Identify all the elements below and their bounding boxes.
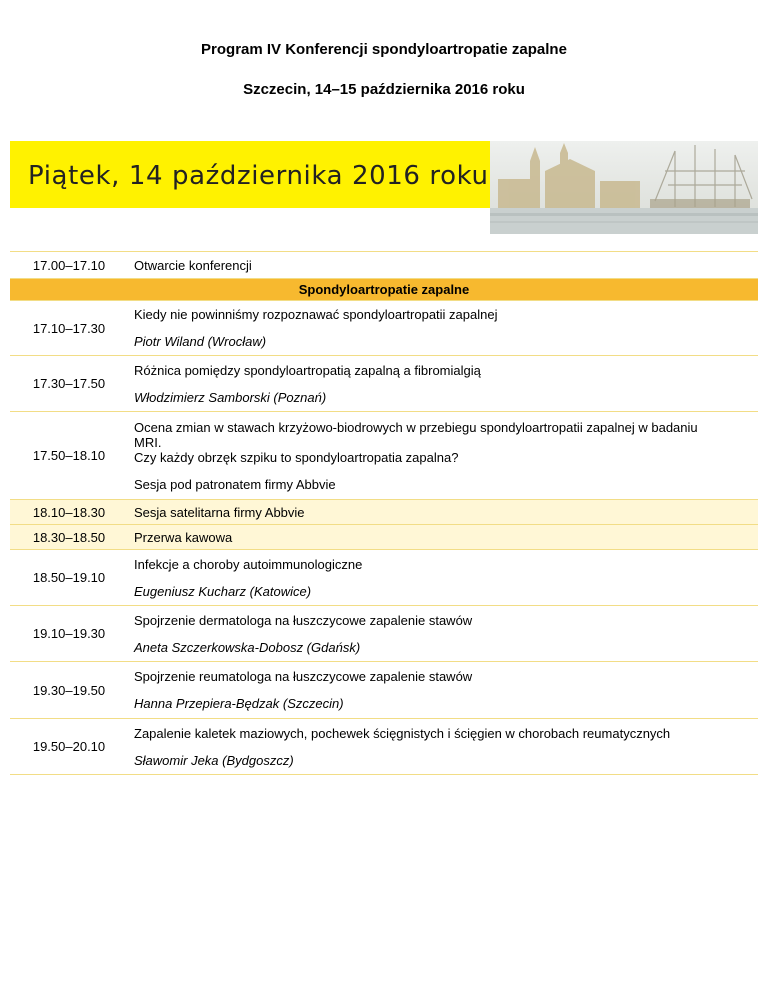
time-cell: 19.30–19.50 [10, 662, 128, 719]
talk-title: Kiedy nie powinniśmy rozpoznawać spondyloartropatii zapalnej [134, 307, 498, 322]
schedule-row [10, 500, 758, 525]
time-cell: 19.10–19.30 [10, 606, 128, 662]
schedule-row [10, 356, 758, 412]
talk-title: Spojrzenie dermatologa na łuszczycowe zapalenie stawów [134, 612, 473, 628]
time-cell: 17.00–17.10 [10, 252, 128, 279]
speaker-name: Sławomir Jeka (Bydgoszcz) [134, 752, 294, 768]
schedule-row [10, 525, 758, 550]
speaker-name: Eugeniusz Kucharz (Katowice) [134, 583, 312, 599]
day-banner [10, 141, 758, 234]
banner-yellow-strip [10, 141, 490, 208]
talk-title: Zapalenie kaletek maziowych, pochewek ścięgnistych i ścięgien w chorobach reumatycznych [134, 725, 671, 741]
schedule-row [10, 606, 758, 662]
talk-title-line: MRI. [134, 434, 162, 450]
section-title: Spondyloartropatie zapalne [10, 279, 758, 301]
time-cell: 19.50–20.10 [10, 719, 128, 775]
talk-title: Infekcje a choroby autoimmunologiczne [134, 556, 363, 572]
sponsor-note: Sesja pod patronatem firmy Abbvie [134, 476, 336, 492]
schedule-row [10, 301, 758, 356]
schedule-table [10, 251, 758, 775]
szczecin-skyline-image [490, 141, 758, 234]
schedule-row [10, 719, 758, 775]
schedule-row [10, 550, 758, 606]
schedule-row [10, 662, 758, 719]
speaker-name: Piotr Wiland (Wrocław) [134, 334, 267, 349]
session-text: Sesja satelitarna firmy Abbvie [128, 500, 758, 525]
banner-day-label: Piątek, 14 października 2016 roku [28, 161, 489, 191]
time-cell: 17.10–17.30 [10, 301, 128, 356]
talk-title-line: Ocena zmian w stawach krzyżowo-biodrowych w przebiegu spondyloartropatii zapalnej w badaniu [134, 419, 698, 435]
schedule-row [10, 252, 758, 279]
time-cell: 17.30–17.50 [10, 356, 128, 412]
time-cell: 18.50–19.10 [10, 550, 128, 606]
document-title: Program IV Konferencji spondyloartropatie zapalne [201, 41, 567, 58]
session-text: Otwarcie konferencji [128, 252, 758, 279]
schedule-row [10, 412, 758, 500]
speaker-name: Włodzimierz Samborski (Poznań) [134, 389, 327, 405]
speaker-name: Aneta Szczerkowska-Dobosz (Gdańsk) [134, 639, 361, 655]
talk-title: Spojrzenie reumatologa na łuszczycowe zapalenie stawów [134, 669, 473, 684]
time-cell: 18.30–18.50 [10, 525, 128, 550]
time-cell: 18.10–18.30 [10, 500, 128, 525]
talk-title-line: Czy każdy obrzęk szpiku to spondyloartropatia zapalna? [134, 449, 459, 465]
speaker-name: Hanna Przepiera-Będzak (Szczecin) [134, 696, 344, 711]
talk-title: Różnica pomiędzy spondyloartropatią zapalną a fibromialgią [134, 362, 481, 378]
document-subtitle: Szczecin, 14–15 października 2016 roku [243, 81, 525, 98]
section-header-row [10, 279, 758, 301]
session-text: Przerwa kawowa [128, 525, 758, 550]
time-cell: 17.50–18.10 [10, 412, 128, 500]
